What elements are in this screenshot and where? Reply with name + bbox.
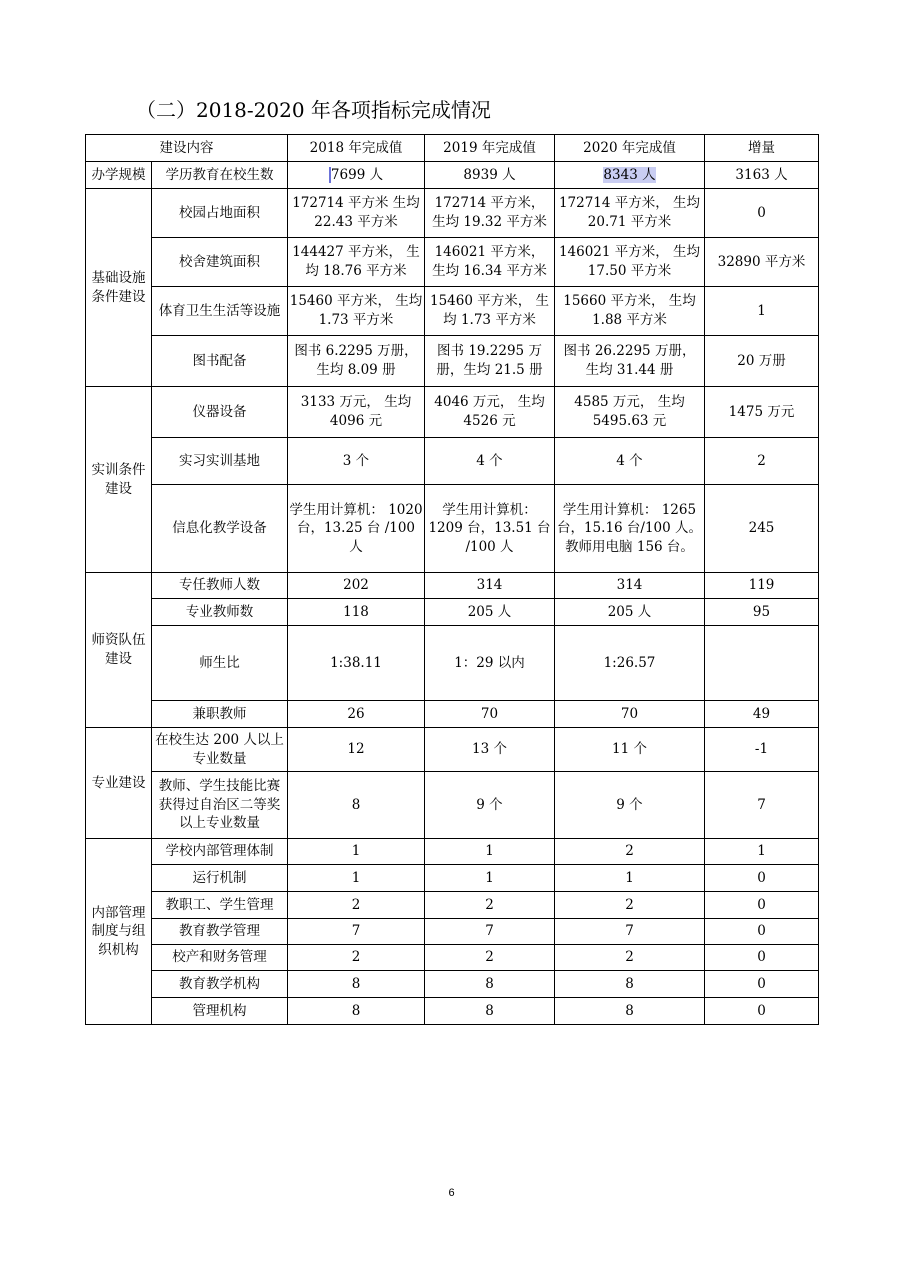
value-2018-cell: 144427 平方米， 生均 18.76 平方米 — [288, 238, 425, 287]
value-2020-cell: 8 — [555, 971, 705, 998]
increase-cell — [705, 626, 819, 701]
value-2020-cell: 11 个 — [555, 728, 705, 772]
category-cell: 专业建设 — [86, 728, 152, 839]
value-2019-cell: 8 — [425, 971, 555, 998]
value-2020-cell: 4 个 — [555, 438, 705, 485]
value-2018-cell: 2 — [288, 892, 425, 919]
value-2019-cell: 1 — [425, 839, 555, 865]
value-2019-cell: 1 — [425, 865, 555, 892]
increase-cell: 49 — [705, 701, 819, 728]
item-cell: 师生比 — [152, 626, 288, 701]
item-cell: 专任教师人数 — [152, 573, 288, 599]
item-cell: 实习实训基地 — [152, 438, 288, 485]
increase-cell: 0 — [705, 865, 819, 892]
category-cell: 内部管理制度与组织机构 — [86, 839, 152, 1025]
value-2018-cell: 7 — [288, 919, 425, 945]
table-row — [86, 438, 819, 485]
value-2018-cell: 8 — [288, 971, 425, 998]
table-row — [86, 701, 819, 728]
category-cell: 师资队伍建设 — [86, 573, 152, 728]
table-row — [86, 162, 819, 189]
value-2018-cell: 2 — [288, 945, 425, 971]
table-row — [86, 626, 819, 701]
table-row — [86, 599, 819, 626]
item-cell: 学历教育在校生数 — [152, 162, 288, 189]
increase-cell: 0 — [705, 919, 819, 945]
table-row — [86, 485, 819, 573]
increase-cell: 32890 平方米 — [705, 238, 819, 287]
value-2018-text: 7699 人 — [330, 166, 384, 183]
value-2018-cell: 3133 万元， 生均 4096 元 — [288, 387, 425, 438]
item-cell: 管理机构 — [152, 998, 288, 1025]
value-2020-cell: 205 人 — [555, 599, 705, 626]
category-cell: 实训条件建设 — [86, 387, 152, 573]
table-row — [86, 573, 819, 599]
value-2018-cell: 3 个 — [288, 438, 425, 485]
value-2018-cell: 1 — [288, 865, 425, 892]
value-2018-cell: 15460 平方米， 生均 1.73 平方米 — [288, 287, 425, 336]
indicator-table — [85, 134, 819, 1025]
header-2020: 2020 年完成值 — [555, 135, 705, 162]
value-2020-cell — [555, 162, 705, 189]
increase-cell: 95 — [705, 599, 819, 626]
value-2018-cell: 学生用计算机： 1020 台，13.25 台 /100 人 — [288, 485, 425, 573]
value-2020-cell: 1 — [555, 865, 705, 892]
value-2018-cell: 118 — [288, 599, 425, 626]
item-cell: 教师、学生技能比赛获得过自治区二等奖以上专业数量 — [152, 772, 288, 839]
value-2020-cell: 15660 平方米， 生均 1.88 平方米 — [555, 287, 705, 336]
value-2018-cell: 8 — [288, 772, 425, 839]
value-2019-cell: 13 个 — [425, 728, 555, 772]
table-row — [86, 998, 819, 1025]
value-2020-cell: 8 — [555, 998, 705, 1025]
increase-cell: 3163 人 — [705, 162, 819, 189]
value-2019-cell: 172714 平方米， 生均 19.32 平方米 — [425, 189, 555, 238]
increase-cell: 2 — [705, 438, 819, 485]
selected-text: 8343 人 — [603, 166, 656, 183]
table-row — [86, 971, 819, 998]
value-2020-cell: 2 — [555, 945, 705, 971]
value-2018-cell: 12 — [288, 728, 425, 772]
value-2020-cell: 146021 平方米， 生均 17.50 平方米 — [555, 238, 705, 287]
value-2019-cell: 7 — [425, 919, 555, 945]
value-2018-cell: 202 — [288, 573, 425, 599]
value-2019-cell: 8939 人 — [425, 162, 555, 189]
header-2019: 2019 年完成值 — [425, 135, 555, 162]
increase-cell: 1 — [705, 839, 819, 865]
increase-cell: 0 — [705, 189, 819, 238]
value-2018-cell: 1:38.11 — [288, 626, 425, 701]
value-2019-cell: 2 — [425, 945, 555, 971]
value-2020-cell: 172714 平方米， 生均 20.71 平方米 — [555, 189, 705, 238]
increase-cell: 0 — [705, 971, 819, 998]
section-heading: （二）2018-2020 年各项指标完成情况 — [136, 98, 491, 122]
table-header-row — [86, 135, 819, 162]
item-cell: 图书配备 — [152, 336, 288, 387]
item-cell: 教职工、学生管理 — [152, 892, 288, 919]
value-2020-cell: 4585 万元， 生均 5495.63 元 — [555, 387, 705, 438]
table-row — [86, 945, 819, 971]
value-2019-cell: 146021 平方米， 生均 16.34 平方米 — [425, 238, 555, 287]
table-row — [86, 238, 819, 287]
value-2020-cell: 314 — [555, 573, 705, 599]
item-cell: 信息化教学设备 — [152, 485, 288, 573]
increase-cell: 245 — [705, 485, 819, 573]
table-row — [86, 387, 819, 438]
item-cell: 运行机制 — [152, 865, 288, 892]
value-2019-cell: 1：29 以内 — [425, 626, 555, 701]
value-2020-cell: 2 — [555, 839, 705, 865]
value-2019-cell: 15460 平方米， 生均 1.73 平方米 — [425, 287, 555, 336]
increase-cell: 1475 万元 — [705, 387, 819, 438]
value-2018-cell: 1 — [288, 839, 425, 865]
table-row — [86, 287, 819, 336]
item-cell: 学校内部管理体制 — [152, 839, 288, 865]
table-row — [86, 865, 819, 892]
value-2020-cell: 学生用计算机： 1265 台，15.16 台/100 人。教师用电脑 156 台。 — [555, 485, 705, 573]
increase-cell: 0 — [705, 998, 819, 1025]
item-cell: 专业教师数 — [152, 599, 288, 626]
value-2020-cell: 70 — [555, 701, 705, 728]
value-2019-cell: 4 个 — [425, 438, 555, 485]
value-2020-cell: 2 — [555, 892, 705, 919]
item-cell: 仪器设备 — [152, 387, 288, 438]
value-2020-cell: 7 — [555, 919, 705, 945]
value-2019-cell: 9 个 — [425, 772, 555, 839]
category-cell: 办学规模 — [86, 162, 152, 189]
table-row — [86, 839, 819, 865]
value-2020-cell: 图书 26.2295 万册， 生均 31.44 册 — [555, 336, 705, 387]
value-2019-cell: 314 — [425, 573, 555, 599]
increase-cell: 20 万册 — [705, 336, 819, 387]
header-increase: 增量 — [705, 135, 819, 162]
item-cell: 校舍建筑面积 — [152, 238, 288, 287]
increase-cell: 119 — [705, 573, 819, 599]
value-2018-cell: 172714 平方米 生均 22.43 平方米 — [288, 189, 425, 238]
value-2018-cell: 26 — [288, 701, 425, 728]
value-2019-cell: 70 — [425, 701, 555, 728]
header-content: 建设内容 — [86, 135, 288, 162]
value-2018-cell: 图书 6.2295 万册， 生均 8.09 册 — [288, 336, 425, 387]
header-2018: 2018 年完成值 — [288, 135, 425, 162]
increase-cell: 0 — [705, 892, 819, 919]
item-cell: 教育教学管理 — [152, 919, 288, 945]
item-cell: 教育教学机构 — [152, 971, 288, 998]
item-cell: 体育卫生生活等设施 — [152, 287, 288, 336]
increase-cell: 0 — [705, 945, 819, 971]
value-2018-cell — [288, 162, 425, 189]
table-row — [86, 336, 819, 387]
category-cell: 基础设施条件建设 — [86, 189, 152, 387]
value-2019-cell: 205 人 — [425, 599, 555, 626]
table-row — [86, 919, 819, 945]
increase-cell: 1 — [705, 287, 819, 336]
value-2019-cell: 学生用计算机： 1209 台，13.51 台 /100 人 — [425, 485, 555, 573]
item-cell: 兼职教师 — [152, 701, 288, 728]
page-number: 6 — [448, 1187, 455, 1199]
increase-cell: -1 — [705, 728, 819, 772]
table-row — [86, 189, 819, 238]
value-2019-cell: 8 — [425, 998, 555, 1025]
item-cell: 在校生达 200 人以上专业数量 — [152, 728, 288, 772]
value-2019-cell: 4046 万元， 生均 4526 元 — [425, 387, 555, 438]
increase-cell: 7 — [705, 772, 819, 839]
value-2020-cell: 1:26.57 — [555, 626, 705, 701]
table-row — [86, 728, 819, 772]
item-cell: 校园占地面积 — [152, 189, 288, 238]
item-cell: 校产和财务管理 — [152, 945, 288, 971]
table-row — [86, 892, 819, 919]
value-2019-cell: 2 — [425, 892, 555, 919]
value-2020-cell: 9 个 — [555, 772, 705, 839]
value-2018-cell: 8 — [288, 998, 425, 1025]
table-row — [86, 772, 819, 839]
value-2019-cell: 图书 19.2295 万册，生均 21.5 册 — [425, 336, 555, 387]
